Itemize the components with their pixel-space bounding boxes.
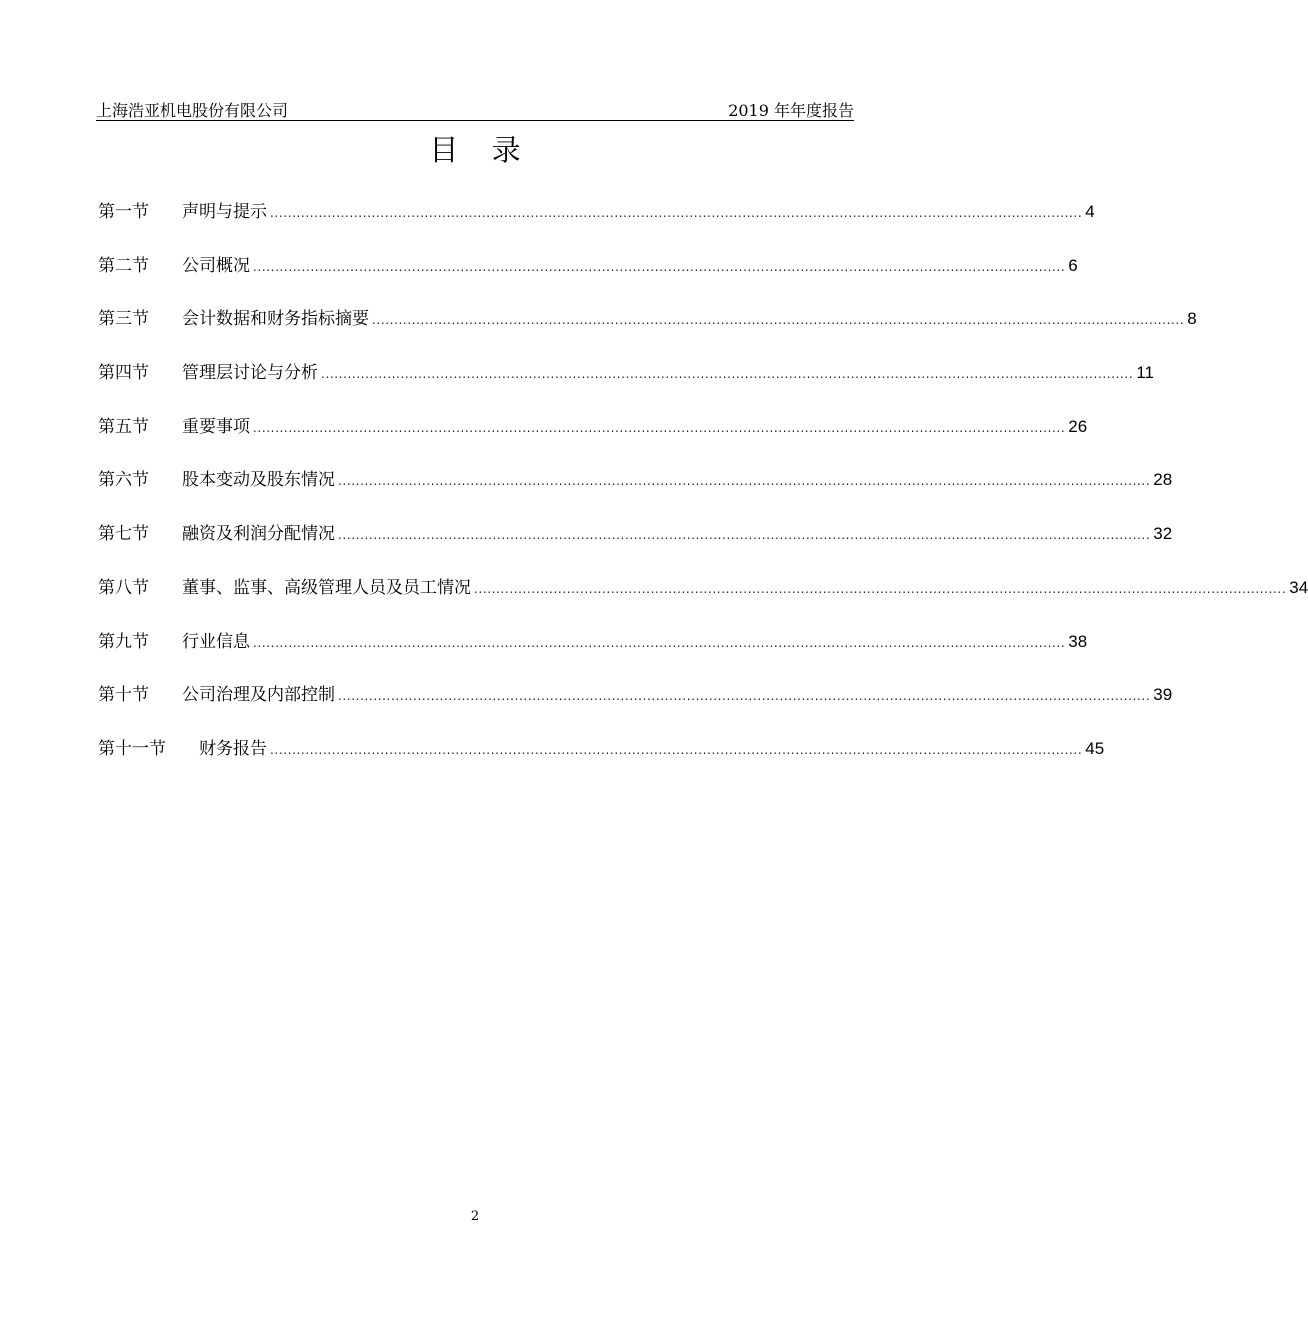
section-title: 公司概况 bbox=[182, 255, 250, 276]
toc-entry-2[interactable] bbox=[98, 254, 1078, 308]
section-number: 第五节 bbox=[98, 416, 149, 437]
toc-entry-6[interactable] bbox=[98, 468, 1173, 522]
section-title: 公司治理及内部控制 bbox=[182, 685, 335, 706]
toc-entry-1[interactable] bbox=[98, 200, 1095, 254]
page-number: 45 bbox=[1085, 738, 1105, 758]
page-header bbox=[96, 94, 854, 121]
table-of-contents bbox=[98, 200, 1308, 791]
toc-entry-8[interactable] bbox=[98, 576, 1308, 630]
page-number: 6 bbox=[1068, 255, 1078, 275]
section-number: 第二节 bbox=[98, 255, 149, 276]
section-number: 第六节 bbox=[98, 470, 149, 491]
page-number: 38 bbox=[1068, 631, 1088, 651]
page-number: 11 bbox=[1136, 363, 1154, 383]
toc-entry-4[interactable] bbox=[98, 361, 1154, 415]
dot-leader: ........................................................................................................................................................................................ bbox=[372, 313, 1185, 328]
dot-leader: ........................................................................................................................................................................................ bbox=[253, 635, 1066, 650]
section-number: 第八节 bbox=[98, 577, 149, 598]
section-number: 第七节 bbox=[98, 524, 149, 545]
page-number: 28 bbox=[1153, 470, 1173, 490]
section-number: 第十一节 bbox=[98, 738, 166, 759]
toc-entry-9[interactable] bbox=[98, 630, 1088, 684]
page-number: 39 bbox=[1153, 685, 1173, 705]
dot-leader: ........................................................................................................................................................................................ bbox=[253, 259, 1066, 274]
section-title: 行业信息 bbox=[182, 631, 250, 652]
page-number: 8 bbox=[1187, 309, 1197, 329]
page-number: 32 bbox=[1153, 524, 1173, 544]
report-title: 2019 年年度报告 bbox=[728, 101, 854, 120]
section-title: 会计数据和财务指标摘要 bbox=[182, 309, 369, 330]
toc-entry-11[interactable] bbox=[98, 737, 1105, 791]
dot-leader: ........................................................................................................................................................................................ bbox=[270, 206, 1083, 220]
page-number: 4 bbox=[1085, 202, 1095, 221]
page-number: 26 bbox=[1068, 416, 1088, 436]
dot-leader: ........................................................................................................................................................................................ bbox=[338, 474, 1151, 489]
section-number: 第四节 bbox=[98, 363, 149, 384]
dot-leader: ........................................................................................................................................................................................ bbox=[338, 689, 1151, 704]
dot-leader: ........................................................................................................................................................................................ bbox=[321, 367, 1134, 382]
dot-leader: ........................................................................................................................................................................................ bbox=[253, 420, 1066, 435]
toc-title: 目 录 bbox=[429, 133, 533, 167]
section-title: 股本变动及股东情况 bbox=[182, 470, 335, 491]
section-title: 管理层讨论与分析 bbox=[182, 363, 318, 384]
section-title: 重要事项 bbox=[182, 416, 250, 437]
section-number: 第九节 bbox=[98, 631, 149, 652]
section-title: 董事、监事、高级管理人员及员工情况 bbox=[182, 577, 471, 598]
section-title: 财务报告 bbox=[199, 738, 267, 759]
toc-entry-5[interactable] bbox=[98, 415, 1088, 469]
section-number: 第十节 bbox=[98, 685, 149, 706]
toc-entry-3[interactable] bbox=[98, 307, 1197, 361]
toc-entry-7[interactable] bbox=[98, 522, 1173, 576]
section-number: 第一节 bbox=[98, 202, 149, 222]
dot-leader: ........................................................................................................................................................................................ bbox=[338, 528, 1151, 543]
dot-leader: ........................................................................................................................................................................................ bbox=[474, 581, 1287, 596]
company-name: 上海浩亚机电股份有限公司 bbox=[96, 101, 289, 120]
section-title: 融资及利润分配情况 bbox=[182, 524, 335, 545]
page-number: 34 bbox=[1289, 577, 1308, 597]
section-title: 声明与提示 bbox=[182, 202, 267, 222]
toc-entry-10[interactable] bbox=[98, 683, 1173, 737]
section-number: 第三节 bbox=[98, 309, 149, 330]
page-footer-number: 2 bbox=[470, 1209, 480, 1224]
dot-leader: ........................................................................................................................................................................................ bbox=[270, 742, 1083, 757]
